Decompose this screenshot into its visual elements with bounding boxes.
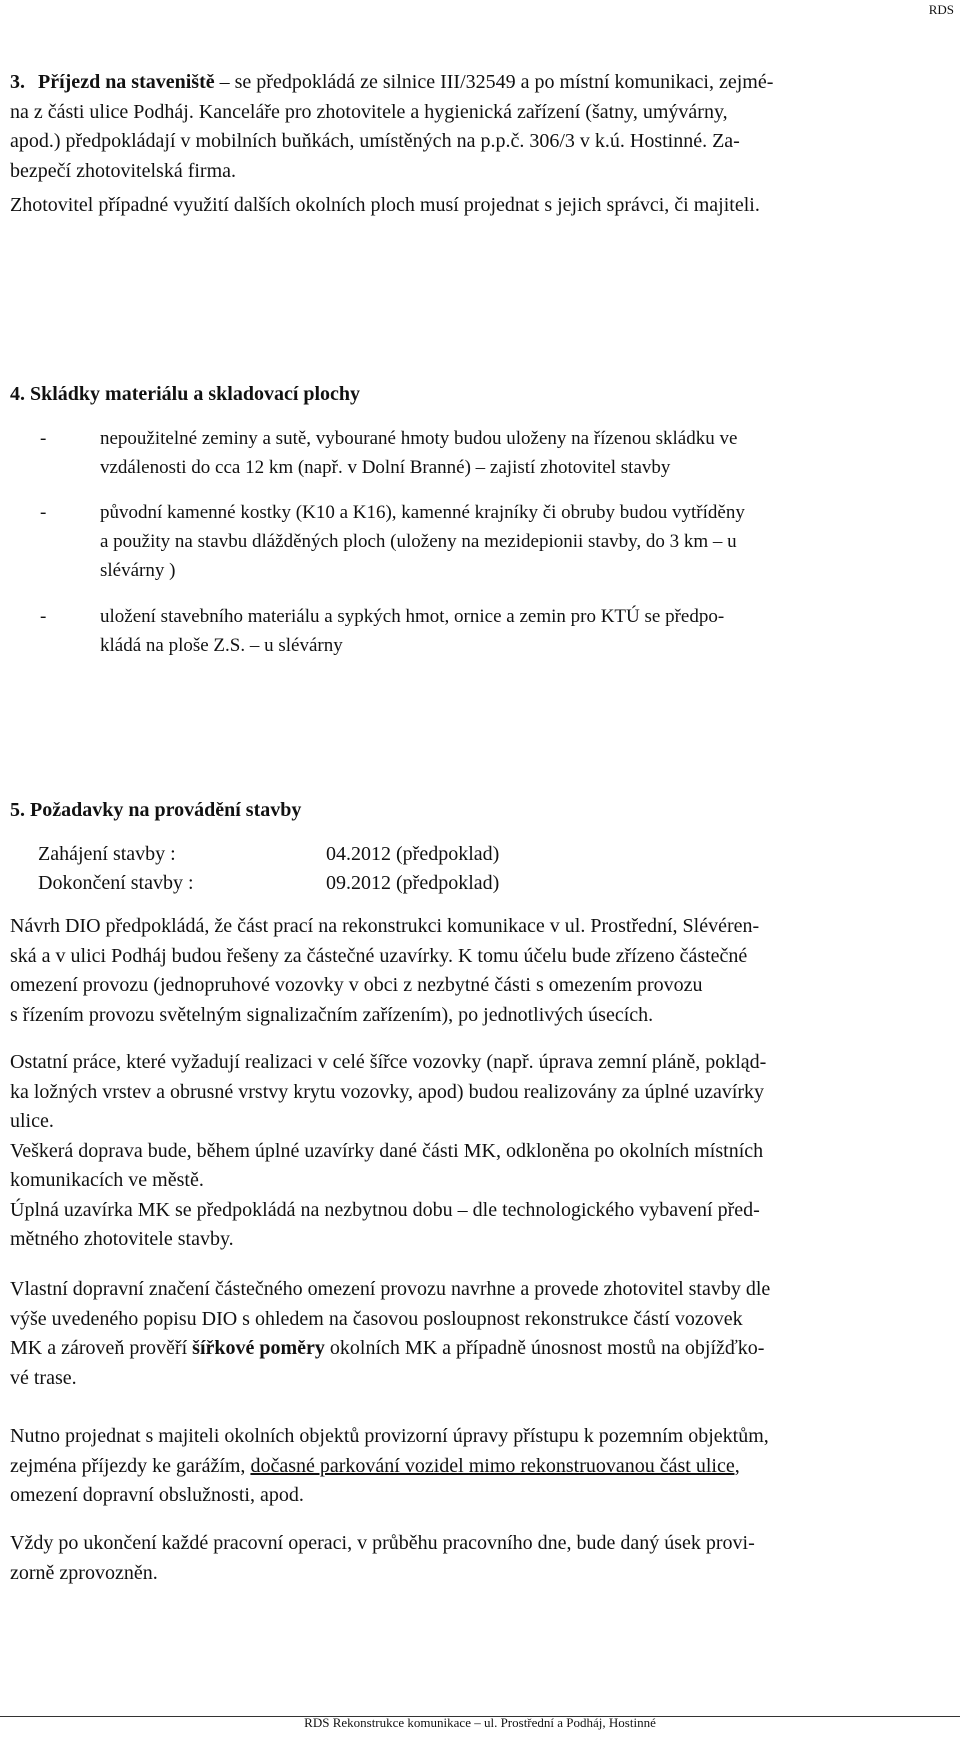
paragraph-line: Návrh DIO předpokládá, že část prací na rekonstrukci komunikace v ul. Prostřední, Slévéren- bbox=[10, 915, 760, 937]
paragraph-line: výše uvedeného popisu DIO s ohledem na časovou posloupnost rekonstrukce částí vozovek bbox=[10, 1307, 743, 1330]
page-footer: RDS Rekonstrukce komunikace – ul. Prostřední a Podháj, Hostinné bbox=[304, 1715, 656, 1730]
bullet-line: nepoužitelné zeminy a sutě, vybourané hmoty budou uloženy na řízenou skládku ve bbox=[100, 428, 738, 449]
section-3-line-3: apod.) předpokládají v mobilních buňkách, umístěných na p.p.č. 306/3 v k.ú. Hostinné. Za- bbox=[10, 130, 740, 152]
bullet-item bbox=[10, 424, 945, 484]
paragraph-line: omezení dopravní obslužnosti, apod. bbox=[10, 1484, 304, 1506]
paragraph-line: Vlastní dopravní značení částečného omezení provozu navrhne a provede zhotovitel stavby dle bbox=[10, 1278, 771, 1300]
bullet-item bbox=[10, 602, 945, 662]
text-run: MK a zároveň prověří bbox=[10, 1337, 193, 1359]
bullet-line: slévárny ) bbox=[100, 560, 176, 581]
section-3-line-1-text: – se předpokládá ze silnice III/32549 a po místní komunikaci, zejmé- bbox=[214, 71, 774, 93]
end-value: 09.2012 (předpoklad) bbox=[326, 872, 500, 894]
section-3 bbox=[10, 68, 945, 221]
section-3-heading: Příjezd na staveniště bbox=[38, 71, 215, 93]
paragraph-signage bbox=[10, 1275, 945, 1393]
bullet-dash: - bbox=[40, 428, 47, 449]
start-value: 04.2012 (předpoklad) bbox=[326, 843, 500, 865]
section-3-number: 3. bbox=[10, 71, 25, 93]
text-run: okolních MK a případně únosnost mostů na objížďko- bbox=[324, 1337, 765, 1359]
paragraph-line: ka ložných vrstev a obrusné vrstvy krytu vozovky, apod) budou realizovány za úplné uzavírky bbox=[10, 1080, 765, 1103]
bullet-line: kládá na ploše Z.S. – u slévárny bbox=[100, 635, 343, 656]
text-run: zejména příjezdy ke garážím, bbox=[10, 1454, 251, 1477]
start-label: Zahájení stavby : bbox=[38, 843, 176, 865]
end-label: Dokončení stavby : bbox=[38, 872, 194, 894]
bullet-dash: - bbox=[40, 606, 47, 627]
bullet-line: a použity na stavbu dlážděných ploch (uloženy na mezidepionii stavby, do 3 km – u bbox=[100, 531, 737, 552]
section-3-line-4: bezpečí zhotovitelská firma. bbox=[10, 159, 237, 182]
paragraph-line: vé trase. bbox=[10, 1366, 77, 1389]
paragraph-line: omezení provozu (jednopruhové vozovky v obci z nezbytné části s omezením provozu bbox=[10, 974, 703, 996]
section-4-heading: 4. Skládky materiálu a skladovací plochy bbox=[10, 383, 361, 405]
paragraph-line: Nutno projednat s majiteli okolních objektů provizorní úpravy přístupu k pozemním objektům, bbox=[10, 1425, 769, 1447]
paragraph-line: komunikacích ve městě. bbox=[10, 1169, 204, 1191]
paragraph-line bbox=[10, 1334, 945, 1364]
bullet-item bbox=[10, 498, 945, 588]
paragraph-line: Vždy po ukončení každé pracovní operaci, v průběhu pracovního dne, bude daný úsek provi- bbox=[10, 1532, 755, 1554]
paragraph-reopen bbox=[10, 1529, 945, 1588]
paragraph-dio bbox=[10, 912, 945, 1030]
section-3-line-1 bbox=[10, 68, 945, 98]
paragraph-closure bbox=[10, 1048, 945, 1255]
schedule bbox=[0, 840, 960, 900]
section-3-line-2: na z části ulice Podháj. Kanceláře pro zhotovitele a hygienická zařízení (šatny, umývárny, bbox=[10, 100, 728, 123]
section-3-line-5: Zhotovitel případné využití dalších okolních ploch musí projednat s jejich správci, či majiteli. bbox=[10, 194, 760, 216]
bullet-line: vzdálenosti do cca 12 km (např. v Dolní Branné) – zajistí zhotovitel stavby bbox=[100, 457, 671, 478]
paragraph-line: Ostatní práce, které vyžadují realizaci v celé šířce vozovky (např. úprava zemní pláně, pokląd- bbox=[10, 1051, 767, 1073]
paragraph-line: ulice. bbox=[10, 1110, 54, 1132]
section-5-heading: 5. Požadavky na provádění stavby bbox=[10, 799, 302, 821]
bullet-dash: - bbox=[40, 502, 47, 523]
paragraph-line: mětného zhotovitele stavby. bbox=[10, 1228, 234, 1250]
underlined-text: dočasné parkování vozidel mimo rekonstruovanou část ulice, bbox=[250, 1454, 740, 1477]
bold-text: šířkové poměry bbox=[192, 1337, 325, 1359]
paragraph-line: Úplná uzavírka MK se předpokládá na nezbytnou dobu – dle technologického vybavení před- bbox=[10, 1198, 760, 1221]
page-header-label: RDS bbox=[928, 2, 954, 17]
bullet-line: původní kamenné kostky (K10 a K16), kamenné krajníky či obruby budou vytříděny bbox=[100, 502, 745, 523]
paragraph-line: ská a v ulici Podháj budou řešeny za částečné uzavírky. K tomu účelu bude zřízeno částečné bbox=[10, 944, 748, 967]
paragraph-line: Veškerá doprava bude, během úplné uzavírky dané části MK, odkloněna po okolních místních bbox=[10, 1139, 764, 1162]
paragraph-line: s řízením provozu světelným signalizačním zařízením), po jednotlivých úsecích. bbox=[10, 1003, 654, 1026]
paragraph-line: zorně zprovozněn. bbox=[10, 1561, 158, 1584]
bullet-line: uložení stavebního materiálu a sypkých hmot, ornice a zemin pro KTÚ se předpo- bbox=[100, 606, 725, 627]
paragraph-owners bbox=[10, 1422, 945, 1511]
paragraph-line bbox=[10, 1452, 945, 1482]
